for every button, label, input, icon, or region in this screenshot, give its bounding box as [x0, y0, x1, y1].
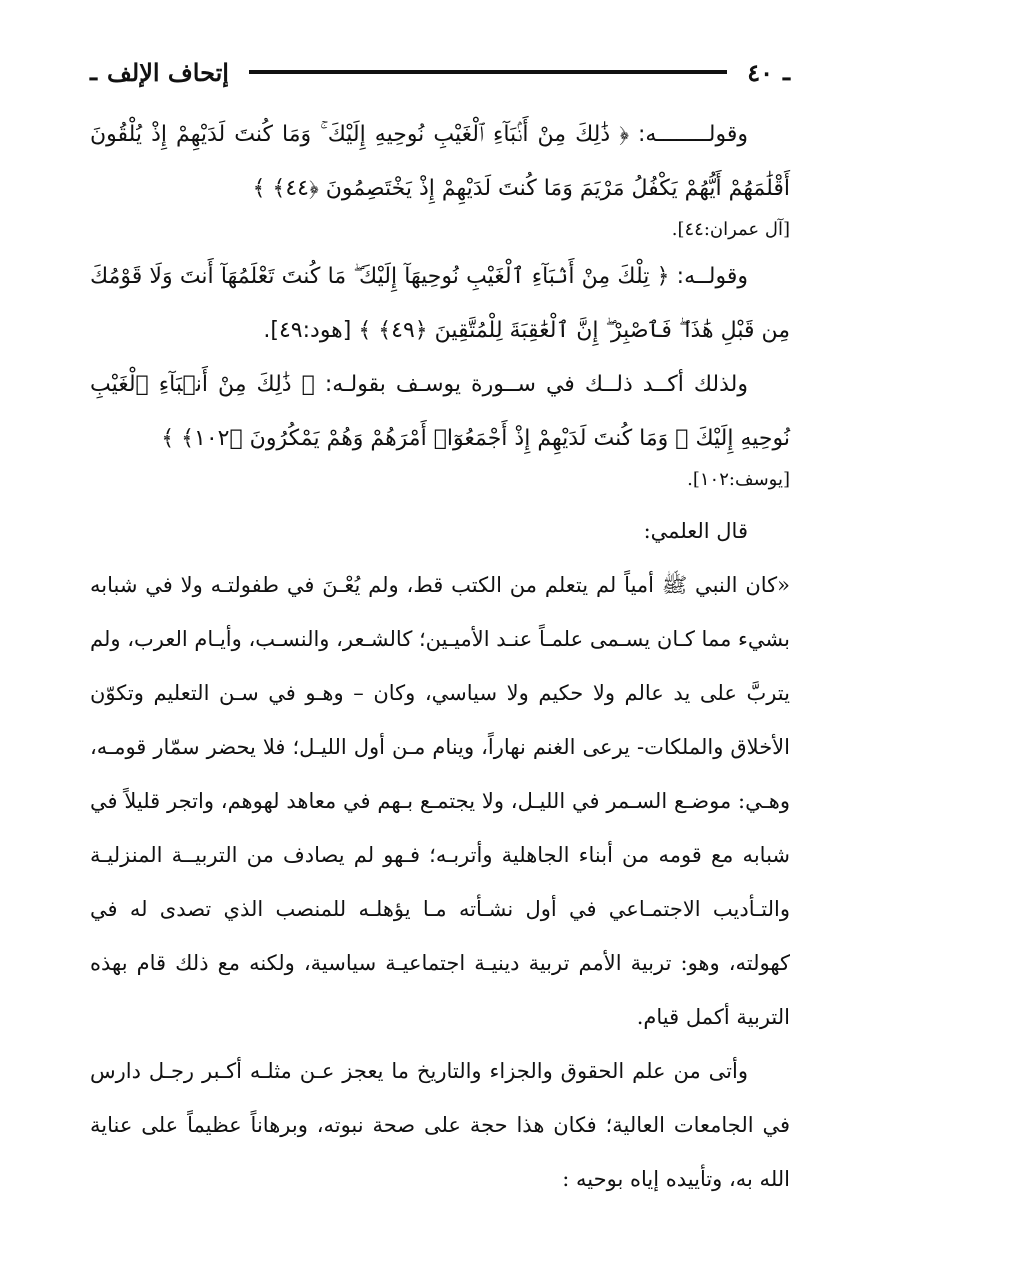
section-heading: قال العلمي:: [643, 519, 748, 543]
running-header: [90, 52, 790, 92]
quote-paragraph-2: وأتى من علم الحقوق والجزاء والتاريخ ما يعجز عـن مثلـه أكـبر رجـل دارس في الجامعات العالية؛ فكان هذا حجة على صحة نبوته، وبرهاناً عظيماً على عناية الله به، وتأييده إياه بوحيه :: [90, 1059, 790, 1191]
reference-3: [يوسف:١٠٢].: [687, 469, 790, 490]
paragraph-quote-1: وقولــــــــه: ﴿ ذَٰلِكَ مِنْ أَنۢبَآءِ ٱلْغَيْبِ نُوحِيهِ إِلَيْكَ ۚ وَمَا كُنتَ لَدَيْهِمْ إِذْ يُلْقُونَ أَقْلَٰمَهُمْ أَيُّهُمْ يَكْفُلُ مَرْيَمَ وَمَا كُنتَ لَدَيْهِمْ إِذْ يَخْتَصِمُونَ ﴿٤٤﴾ ﴾: [90, 122, 790, 201]
paragraph-quote-3: ولذلك أكــد ذلــك في ســورة يوسـف بقولـه: ﴿ ذَٰلِكَ مِنْ أَنۢبَآءِ ٱلْغَيْبِ نُوحِيهِ إِلَيْكَ ۖ وَمَا كُنتَ لَدَيْهِمْ إِذْ أَجْمَعُوٓا۟ أَمْرَهُمْ وَهُمْ يَمْكُرُونَ ﴿١٠٢﴾ ﴾: [90, 372, 790, 451]
body-text: [90, 108, 790, 1206]
header-rule: [249, 70, 727, 74]
reference-1: [آل عمران:٤٤].: [671, 219, 790, 240]
quote-paragraph-1: «كان النبي ﷺ أمياً لم يتعلم من الكتب قط، ولم يُعْـنَ في طفولتـه ولا في شبابه بشيء مما كـان يسـمى علمـاً عنـد الأميـين؛ كالشـعر، والنسـب، وأيـام العرب، ولم يتربَّ على يد عالم ولا حكيم ولا سياسي، وكان – وهـو في سـن التعليم وتكوّن الأخلاق والملكات- يرعى الغنم نهاراً، وينام مـن أول الليـل؛ فلا يحضر سمّار قومـه، وهـي: موضـع السـمر في الليـل، ولا يجتمـع بـهم في معاهد لهوهم، واتجر قليلاً في شبابه مع قومه من أبناء الجاهلية وأتربـه؛ فـهو لم يصادف من التربيــة المنزليـة والتـأديب الاجتمـاعي في أول نشـأته مـا يؤهلـه للمنصب الذي تصدى له في كهولته، وهو: تربية الأمم تربية دينيـة اجتماعيـة سياسية، ولكنه مع ذلك قام بهذه التربية أكمل قيام.: [90, 573, 790, 1029]
paragraph-quote-2: وقولــه: ﴿ تِلْكَ مِنْ أَنۢبَآءِ ٱلْغَيْبِ نُوحِيهَآ إِلَيْكَ ۖ مَا كُنتَ تَعْلَمُهَآ أَنتَ وَلَا قَوْمُكَ مِن قَبْلِ هَٰذَا ۖ فَٱصْبِرْ ۖ إِنَّ ٱلْعَٰقِبَةَ لِلْمُتَّقِينَ ﴿٤٩﴾ ﴾ [هود:٤٩].: [90, 264, 790, 343]
book-title: إتحاف الإلف: [107, 57, 229, 87]
header-dash-right: ـ: [782, 57, 790, 86]
page-number: ٤٠: [747, 57, 773, 87]
header-dash-left: ـ: [90, 57, 98, 86]
